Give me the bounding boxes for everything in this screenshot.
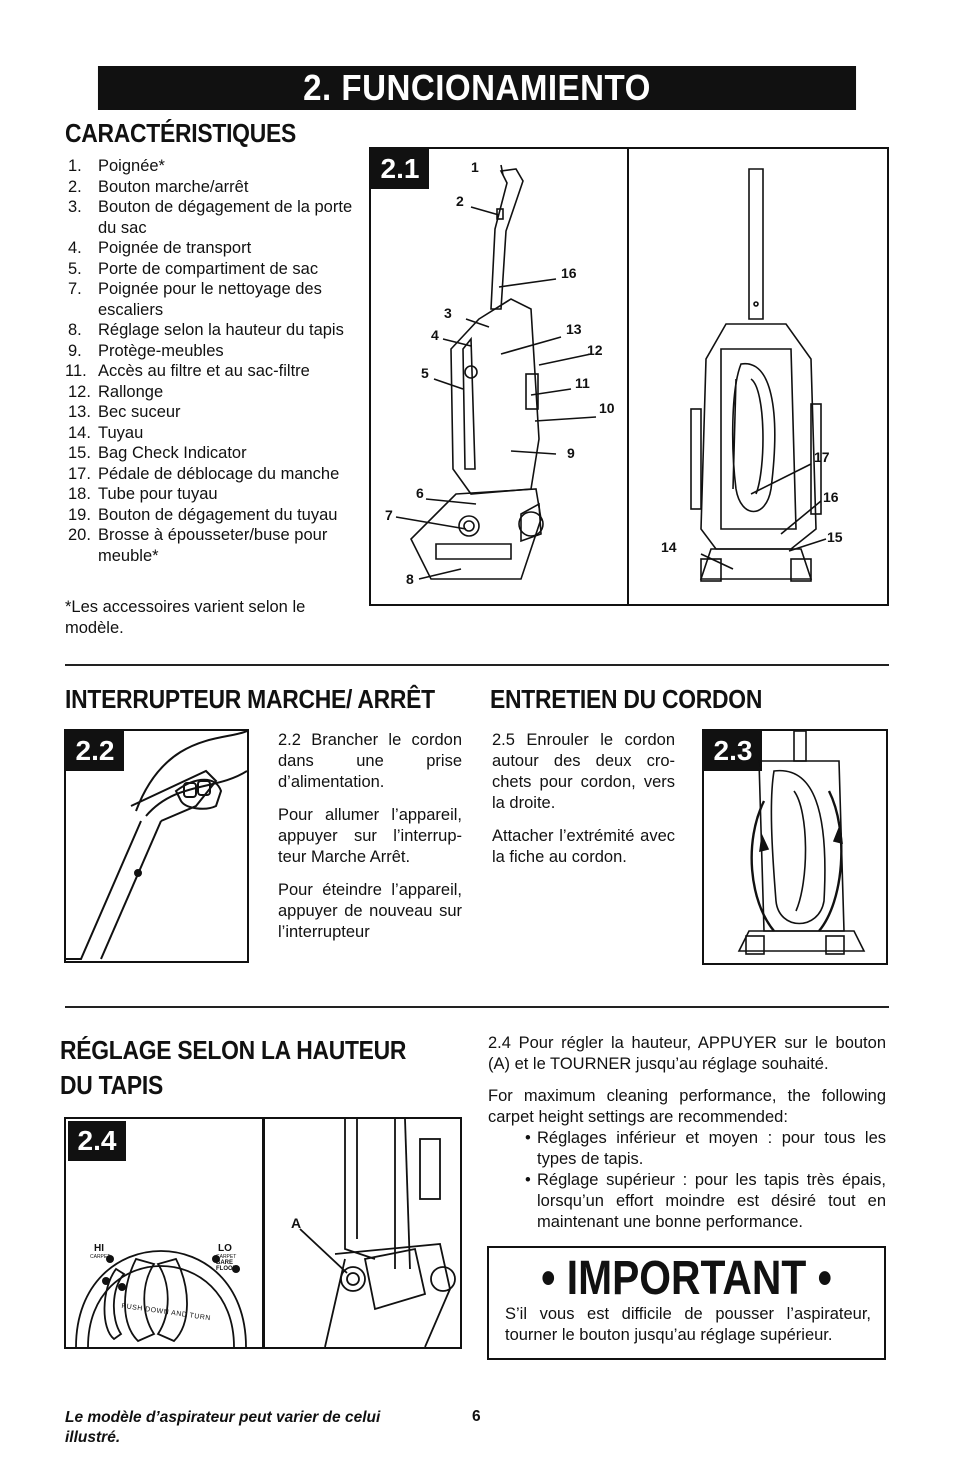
list-item: 5. Porte de compartiment de sac: [68, 259, 319, 278]
callout-label-a: A: [291, 1215, 302, 1231]
figure-tag: 2.2: [66, 731, 124, 771]
cord-wrap-illustration: [704, 731, 886, 963]
list-item: 14. Tuyau: [68, 423, 144, 442]
important-title: • IMPORTANT •: [541, 1252, 832, 1305]
list-item: • Réglage supérieur : pour les tapis très épais, lorsqu’un effort moindre est désiré tout en maintenant une bonne performance.: [525, 1170, 886, 1233]
knob-lo-label: LO: [218, 1243, 232, 1254]
important-box: [487, 1246, 886, 1360]
callout-label: 10: [599, 400, 615, 416]
list-item: 18. Tube pour tuyau: [68, 485, 218, 503]
list-item: 4. Poignée de transport: [68, 239, 252, 257]
callout-label: 16: [823, 489, 839, 505]
page-number: 6: [472, 1408, 481, 1425]
callout-label: 8: [406, 571, 414, 587]
list-item: 19. Bouton de dégagement du tuyau: [68, 505, 338, 524]
callout-label: 16: [561, 265, 577, 281]
knob-bare-floor-label: BARE FLOOR: [216, 1260, 237, 1272]
figure-2-4: [64, 1117, 462, 1349]
callout-label: 5: [421, 365, 429, 381]
figure-2-1: [369, 147, 889, 606]
list-item: 17. Pédale de déblocage du manche: [68, 464, 340, 483]
switch-text: [278, 730, 462, 955]
figure-2-3: [702, 729, 888, 965]
list-item: 8. Réglage selon la hauteur du tapis: [68, 321, 344, 339]
callout-label: 12: [587, 342, 603, 358]
list-item: 11. Accès au filtre et au sac-filtre: [65, 362, 310, 380]
hand-on-switch-illustration: [66, 731, 247, 961]
figure-2-2: [64, 729, 249, 963]
callout-label: 2: [456, 193, 464, 209]
footer-note: Le modèle d’aspirateur peut varier de celui illustré.: [65, 1409, 381, 1446]
list-item: 9. Protège-meubles: [68, 341, 224, 360]
features-list: [65, 156, 355, 566]
callout-label: 15: [827, 529, 843, 545]
list-item: 12. Rallonge: [68, 382, 164, 401]
height-heading-line1: RÉGLAGE SELON LA HAUTEUR: [60, 1035, 407, 1065]
height-text: [488, 1033, 886, 1233]
callout-label: 7: [385, 507, 393, 523]
height-heading-line2: DU TAPIS: [60, 1070, 163, 1100]
vacuum-base-illustration: [265, 1119, 460, 1347]
callout-label: 13: [566, 321, 582, 337]
cord-text: [492, 730, 675, 880]
knob-hi-sublabel: CARPET: [90, 1254, 111, 1260]
callout-label: 3: [444, 305, 452, 321]
switch-paragraph: Pour allumer l’appareil, appuyer sur l’interrup-teur Marche Arrêt.: [278, 806, 462, 866]
figure-tag: 2.3: [704, 731, 762, 771]
height-paragraph: For maximum cleaning performance, the following carpet height settings are recommended:: [488, 1087, 886, 1126]
section-divider: [65, 664, 889, 666]
knob-lo-sublabel: CARPET: [216, 1254, 237, 1260]
callout-label: 9: [567, 445, 575, 461]
list-item: 15. Bag Check Indicator: [68, 444, 247, 462]
cord-paragraph: 2.5 Enrouler le cordon autour des deux cro-chets pour cordon, vers la droite.: [492, 731, 675, 812]
switch-heading: INTERRUPTEUR MARCHE/ ARRÊT: [65, 684, 435, 714]
list-item: 3. Bouton de dégagement de la porte du sac: [68, 198, 353, 237]
features-note: *Les accessoires varient selon le modèle.: [65, 598, 306, 637]
callout-label: 11: [575, 375, 590, 391]
section-divider: [65, 1006, 889, 1008]
list-item: 7. Poignée pour le nettoyage des escaliers: [68, 280, 322, 319]
knob-push-label: PUSH DOWN AND TURN: [120, 1302, 212, 1323]
callout-label: 4: [431, 327, 439, 343]
section-banner: 2. FUNCIONAMIENTO: [98, 66, 856, 110]
switch-paragraph: 2.2 Brancher le cordon dans une prise d’alimentation.: [278, 731, 462, 791]
list-item: 13. Bec suceur: [68, 403, 181, 421]
figure-tag: 2.4: [68, 1121, 126, 1161]
list-item: 1. Poignée*: [68, 157, 165, 175]
vacuum-front-illustration: [371, 149, 887, 604]
list-item: 20. Brosse à épousseter/buse pour meuble*: [68, 526, 328, 565]
callout-label: 1: [471, 159, 479, 175]
callout-label: 6: [416, 485, 424, 501]
callout-label: 14: [661, 539, 677, 555]
cord-heading: ENTRETIEN DU CORDON: [490, 684, 763, 714]
important-text: S’il vous est difficile de pousser l’aspirateur, tourner le bouton jusqu’au réglage supérieur.: [505, 1305, 871, 1344]
switch-paragraph: Pour éteindre l’appareil, appuyer de nouveau sur l’interrupteur: [278, 881, 462, 941]
features-heading: CARACTÉRISTIQUES: [65, 118, 296, 148]
callout-label: 17: [814, 449, 830, 465]
figure-tag: 2.1: [371, 149, 429, 189]
knob-hi-label: HI: [94, 1243, 104, 1254]
height-paragraph: 2.4 Pour régler la hauteur, APPUYER sur le bouton (A) et le TOURNER jusqu’au réglage souhaité.: [488, 1034, 886, 1073]
list-item: 2. Bouton marche/arrêt: [68, 177, 249, 196]
cord-paragraph: Attacher l’extrémité avec la fiche au cordon.: [492, 827, 675, 866]
list-item: • Réglages inférieur et moyen : pour tous les types de tapis.: [525, 1128, 886, 1170]
